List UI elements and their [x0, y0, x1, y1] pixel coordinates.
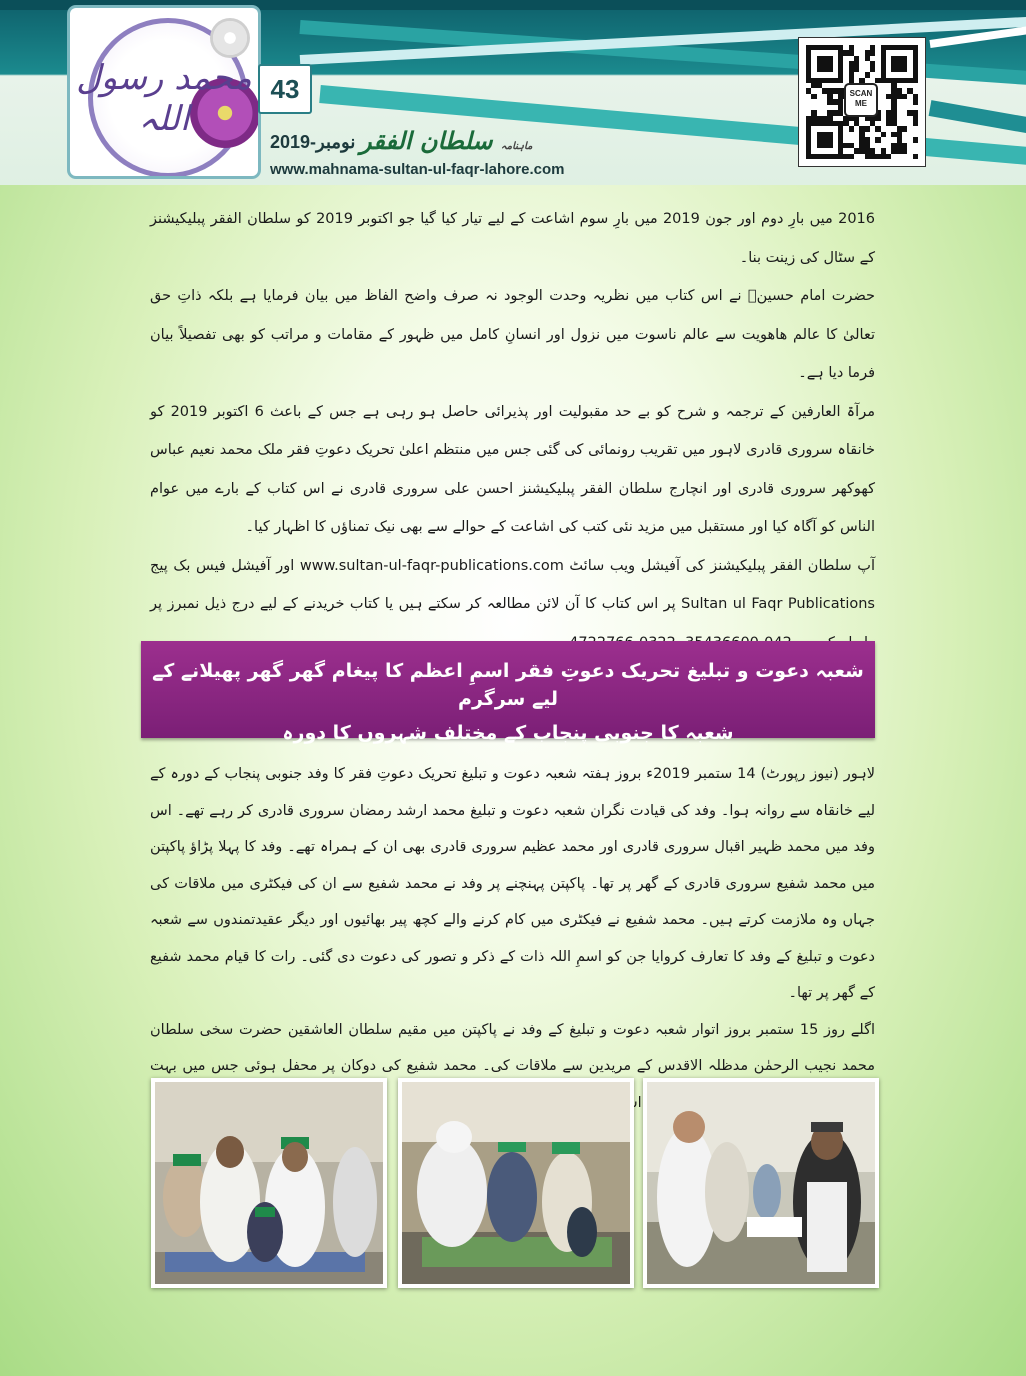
- qr-code[interactable]: [799, 38, 925, 166]
- issue-date: نومبر-2019: [270, 132, 356, 152]
- website-url[interactable]: www.mahnama-sultan-ul-faqr-lahore.com: [270, 161, 565, 178]
- scan-me-badge: SCAN ME: [844, 83, 878, 117]
- report-paragraph: لاہور (نیوز رپورٹ) 14 ستمبر 2019ء بروز ہفتہ شعبہ دعوت و تبلیغ تحریک دعوتِ فقر کا وفد جنوبی پنجاب کے دورہ کے لیے خانقاہ سے روانہ ہوا۔ وفد کی قیادت نگران شعبہ دعوت و تبلیغ محمد ارشد رمضان سروری قادری کر رہے تھے۔ اس وفد میں محمد ظہیر اقبال سروری قادری اور محمد عظیم سروری قادری بھی ان کے ہمراہ تھے۔ وفد کا پہلا پڑاؤ پاکپتن میں محمد شفیع سروری قادری کے گھر پر تھا۔ پاکپتن پہنچنے پر وفد نے محمد شفیع سے ان کی فیکٹری میں ملاقات کی جہاں وہ ملازمت کرتے ہیں۔ محمد شفیع نے فیکٹری میں کام کرنے والے کچھ پیر بھائیوں اور دیگر عقیدتمندوں سے شعبہ دعوت و تبلیغ کے وفد کا تعارف کروایا جن کو اسمِ اللہ ذات کے ذکر و تصور کی دعوت دی گئی۔ رات کا قیام محمد شفیع کے گھر پر تھا۔: [150, 766, 875, 1001]
- magazine-name: سلطان الفقر: [360, 126, 493, 155]
- magazine-title: [360, 126, 532, 155]
- flower-decoration: [210, 18, 250, 58]
- news-report-body: [150, 756, 875, 1121]
- article-paragraph: آپ سلطان الفقر پبلیکیشنز کی آفیشل ویب سائٹ www.sultan-ul-faqr-publications.com اور آفیشل فیس بک پیج Sultan ul Faqr Publications پر اس کتاب کا آن لائن مطالعہ کر سکتے ہیں یا کتاب خریدنے کے لیے درج ذیل نمبرز پر: [150, 557, 875, 612]
- event-photo-2: [398, 1078, 634, 1288]
- magazine-logo: [70, 8, 258, 176]
- header-stripe: [929, 100, 1026, 137]
- magazine-prefix: ماہنامہ: [500, 141, 533, 152]
- photo-illustration: [647, 1082, 875, 1284]
- page-number: 43: [258, 64, 312, 114]
- photo-illustration: [402, 1082, 630, 1284]
- headline-line-1: شعبہ دعوت و تبلیغ تحریک دعوتِ فقر اسمِ اعظم کا پیغام گھر گھر پھیلانے کے لیے سرگرم: [152, 660, 864, 710]
- article-paragraph: 2016 میں بارِ دوم اور جون 2019 میں بارِ سوم اشاعت کے لیے تیار کیا گیا جو اکتوبر 2019 کو سلطان الفقر پبلیکیشنز کے سٹال کی زینت بنا۔: [150, 211, 875, 266]
- report-paragraph: اگلے روز 15 ستمبر بروز اتوار شعبہ دعوت و تبلیغ کے وفد نے پاکپتن میں مقیم سلطان العاشقین حضرت سخی سلطان محمد نجیب الرحمٰن مدظلہ الاقدس کے مریدین سے ملاقات کی۔ محمد شفیع کی دوکان پر محفل ہوئی جس میں بہت: [150, 1021, 875, 1074]
- event-photo-3: [643, 1078, 879, 1288]
- article-paragraph: مرآۃ العارفین کے ترجمہ و شرح کو بے حد مقبولیت اور پذیرائی حاصل ہو رہی ہے جس کے باعث 6 اکتوبر 2019 کو خانقاہ سروری قادری لاہور میں تقریب رونمائی کی گئی جس میں منتظم اعلیٰ تحریک دعوتِ فقر ملک محمد نعیم عباس کھوکھر سروری قادری اور انچارج سلطان الفقر پبلیکیشنز احسن علی سروری قادری نے اس کتاب کے بارے میں عوام الناس کو آگاہ کیا اور مستقبل میں مزید نئی کتب کی اشاعت کے حوالے سے بھی نیک تمناؤں کا اظہار کیا۔: [150, 403, 875, 535]
- logo-calligraphy: محمد رسول اللہ: [76, 58, 252, 139]
- article-paragraph: حضرت امام حسینؓ نے اس کتاب میں نظریہ وحدت الوجود نہ صرف واضح الفاظ میں بیان فرمایا ہے بلکہ ذاتِ حق تعالیٰ کا عالم ھاھویت سے عالم ناسوت میں نزول اور انسانِ کامل میں ظہور کے مقامات و مراتب کو بھی تفصیلاً بیان فرما دیا ہے۔: [150, 288, 875, 381]
- qr-module: [913, 154, 918, 159]
- article-body: [150, 200, 875, 662]
- event-photo-1: [151, 1078, 387, 1288]
- photo-illustration: [155, 1082, 383, 1284]
- news-headline-banner: [141, 641, 875, 744]
- headline-line-2: شعبہ کا جنوبی پنجاب کے مختلف شہروں کا دورہ: [282, 722, 734, 744]
